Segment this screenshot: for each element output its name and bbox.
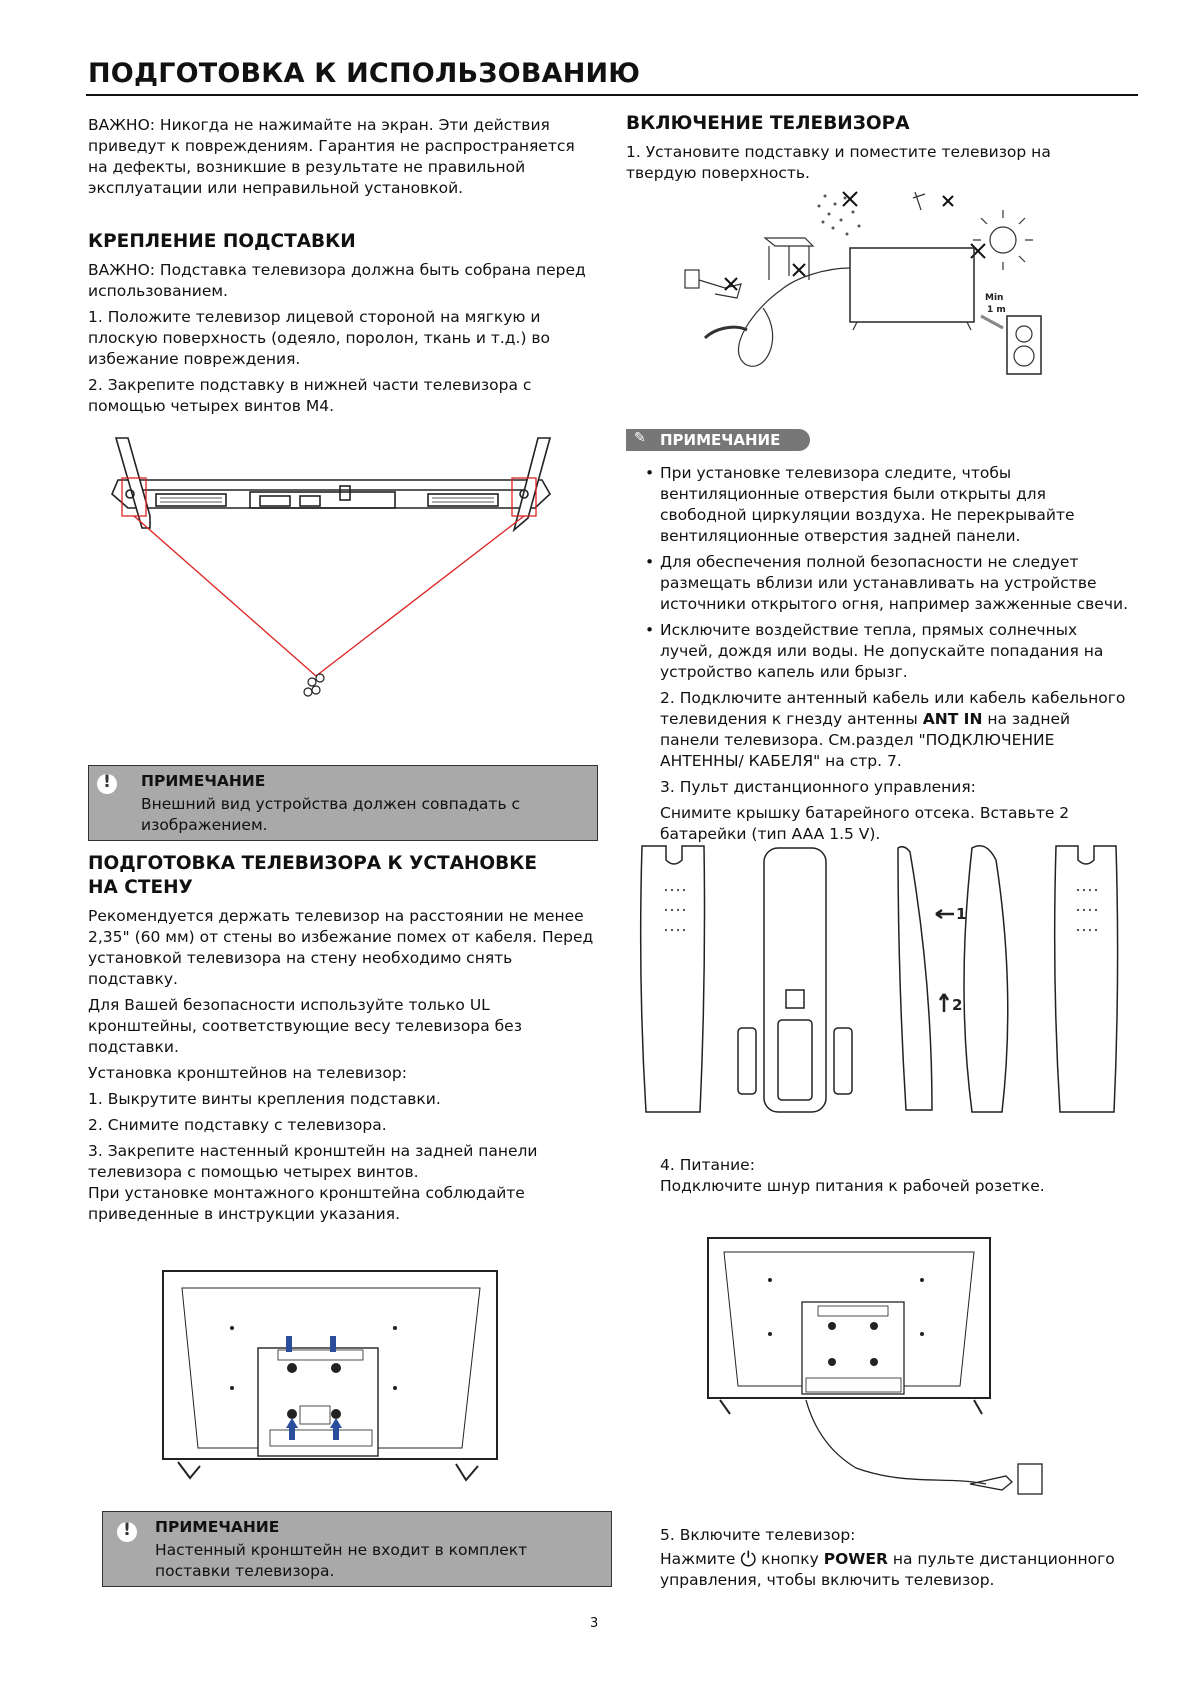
note-body: Настенный кронштейн не входит в комплект поставки телевизора. [155, 1541, 528, 1580]
distance-label: 1 m [987, 305, 1006, 315]
wall-paragraph-3: Установка кронштейнов на телевизор: [88, 1064, 407, 1082]
step-5-body: Нажмите ⏻ кнопку POWER на пульте дистанционного управления, чтобы включить телевизор. [660, 1547, 1115, 1589]
left-column [88, 115, 598, 204]
min-label: Min [985, 293, 1004, 303]
ant-in-label: ANT IN [922, 710, 983, 728]
important-paragraph: ВАЖНО: Никогда не нажимайте на экран. Эти действия приведут к повреждениям. Гарантия не распространяется на дефекты, возникшие в результате не правильной эксплуатации или неправильной установкой. [88, 116, 575, 197]
power-on-heading: ВКЛЮЧЕНИЕ ТЕЛЕВИЗОРА [626, 113, 910, 134]
stand-attachment-illustration [110, 438, 555, 718]
note-bullets [642, 463, 1132, 850]
power-cord-illustration [706, 1236, 1051, 1506]
bullet-heat-water: • Исключите воздействие тепла, прямых солнечных лучей, дождя или воды. Не допускайте попадания на устройство капель или брызг. [642, 620, 1132, 683]
step-2-antenna: 2. Подключите антенный кабель или кабель кабельного телевидения к гнезду антенны ANT IN на задней панели телевизора. См.раздел "ПОДКЛЮЧЕНИЕ АНТЕННЫ/ КАБЕЛЯ" на стр. 7. [660, 689, 1126, 770]
step-5-title: 5. Включите телевизор: [660, 1526, 856, 1544]
page-number: 3 [590, 1616, 599, 1631]
note-title: ПРИМЕЧАНИЕ [141, 772, 266, 790]
step-4-body: Подключите шнур питания к рабочей розетке. [660, 1177, 1045, 1195]
wall-section [88, 852, 598, 1230]
power-icon: ⏻ [740, 1547, 757, 1571]
stand-paragraph-3: 2. Закрепите подставку в нижней части телевизора с помощью четырех винтов M4. [88, 376, 532, 415]
title-rule [86, 94, 1138, 96]
step-3-title: 3. Пульт дистанционного управления: [660, 778, 976, 796]
note-body: Внешний вид устройства должен совпадать с изображением. [141, 795, 521, 834]
note-pill-label: ПРИМЕЧАНИЕ [660, 431, 781, 449]
step-5-section [660, 1525, 1140, 1596]
wall-paragraph-1: Рекомендуется держать телевизор на расстоянии не менее 2,35" (60 мм) от стены во избежание помех от кабеля. Перед установкой телевизора на стену необходимо снять подставку. [88, 907, 594, 988]
wall-paragraph-7: При установке монтажного кронштейна соблюдайте приведенные в инструкции указания. [88, 1184, 525, 1223]
note-bracket [102, 1511, 612, 1587]
power-on-section [626, 112, 1146, 189]
bullet-fire: • Для обеспечения полной безопасности не следует размещать вблизи или устанавливать на устройстве источники открытого огня, например зажженные свечи. [642, 552, 1132, 615]
wall-heading: ПОДГОТОВКА ТЕЛЕВИЗОРА К УСТАНОВКЕ НА СТЕНУ [88, 853, 537, 898]
arrow-label-2: 2 [952, 996, 963, 1014]
step-3-body: Снимите крышку батарейного отсека. Вставьте 2 батарейки (тип AAA 1.5 V). [660, 804, 1070, 843]
power-label: POWER [823, 1550, 888, 1568]
tv-placement-illustration [685, 188, 1065, 403]
power-on-step-1: 1. Установите подставку и поместите телевизор на твердую поверхность. [626, 143, 1051, 182]
stand-paragraph-2: 1. Положите телевизор лицевой стороной на мягкую и плоскую поверхность (одеяло, поролон, ткань и т.д.) во избежание повреждения. [88, 308, 551, 368]
stand-paragraph-1: ВАЖНО: Подставка телевизора должна быть собрана перед использованием. [88, 261, 586, 300]
wall-paragraph-4: 1. Выкрутите винты крепления подставки. [88, 1090, 441, 1108]
wall-paragraph-5: 2. Снимите подставку с телевизора. [88, 1116, 387, 1134]
remote-battery-illustration [636, 840, 1126, 1120]
note-appearance [88, 765, 598, 841]
stand-section [88, 230, 598, 422]
pencil-icon: ✎ [634, 430, 646, 446]
exclamation-icon [117, 1522, 137, 1542]
stand-heading: КРЕПЛЕНИЕ ПОДСТАВКИ [88, 231, 356, 252]
exclamation-icon [97, 774, 117, 794]
bullet-ventilation: • При установке телевизора следите, чтобы вентиляционные отверстия были открыты для свободной циркуляции воздуха. Не перекрывайте вентиляционные отверстия задней панели. [642, 463, 1132, 547]
wall-paragraph-2: Для Вашей безопасности используйте только UL кронштейны, соответствующие весу телевизора без подставки. [88, 996, 522, 1056]
arrow-label-1: 1 [956, 905, 967, 923]
note-pill [626, 429, 810, 451]
page-title: ПОДГОТОВКА К ИСПОЛЬЗОВАНИЮ [88, 58, 641, 89]
step-4-title: 4. Питание: [660, 1156, 755, 1174]
note-title: ПРИМЕЧАНИЕ [155, 1518, 280, 1536]
wall-paragraph-6: 3. Закрепите настенный кронштейн на задней панели телевизора с помощью четырех винтов. [88, 1142, 538, 1181]
tv-back-wallmount-illustration [160, 1268, 500, 1494]
step-4-section [660, 1155, 1140, 1202]
